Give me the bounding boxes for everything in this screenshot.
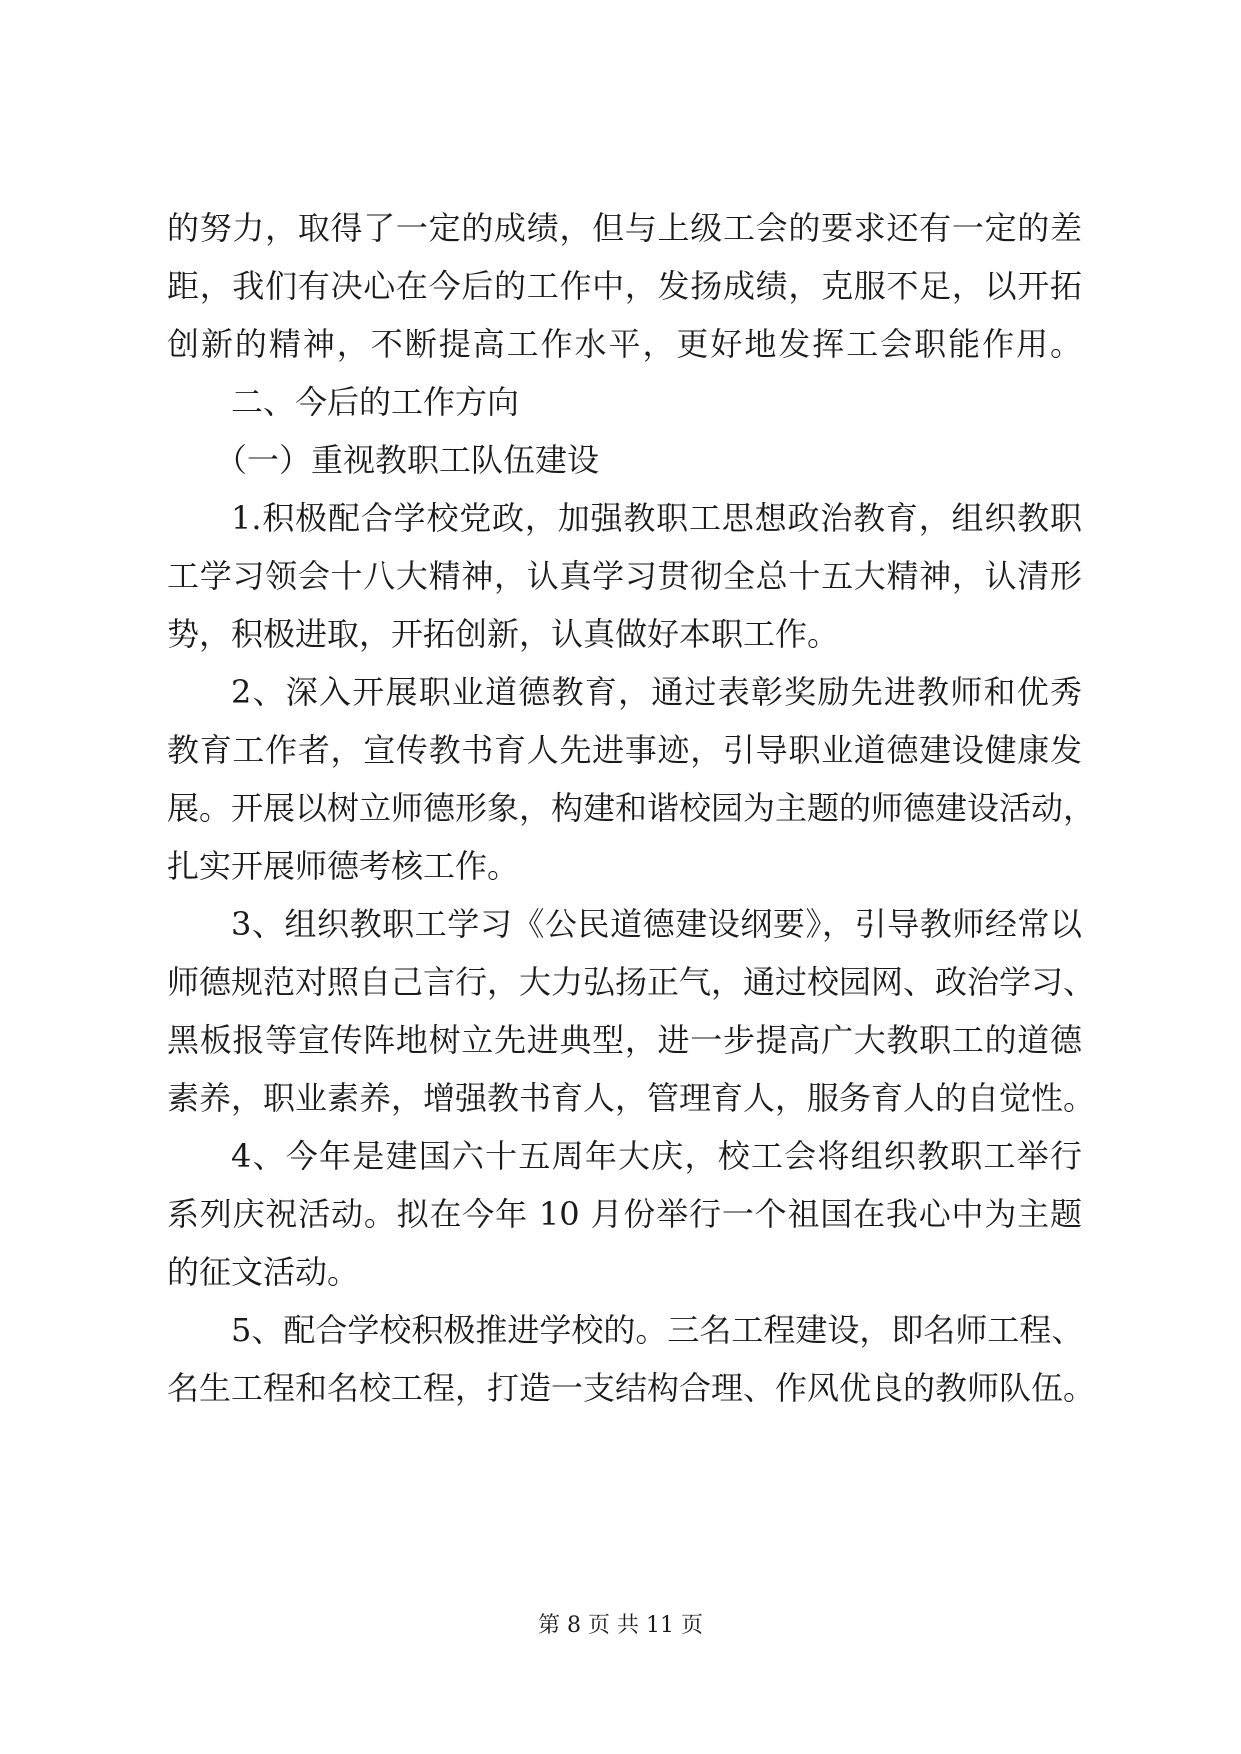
paragraph-line: 黑板报等宣传阵地树立先进典型，进一步提高广大教职工的道德 <box>167 1021 1082 1059</box>
paragraph-line: 展。开展以树立师德形象，构建和谐校园为主题的师德建设活动， <box>167 789 1096 827</box>
paragraph-line: 5、配合学校积极推进学校的。三名工程建设，即名师工程、 <box>231 1311 1084 1349</box>
paragraph-line: 的努力，取得了一定的成绩，但与上级工会的要求还有一定的差 <box>167 209 1082 247</box>
page-number-footer: 第 8 页 共 11 页 <box>538 1613 703 1638</box>
paragraph-line: 距，我们有决心在今后的工作中，发扬成绩，克服不足，以开拓 <box>167 267 1082 305</box>
paragraph-line: 名生工程和名校工程，打造一支结构合理、作风优良的教师队伍。 <box>167 1369 1096 1407</box>
section-heading: 二、今后的工作方向 <box>231 383 520 421</box>
paragraph-line: 工学习领会十八大精神，认真学习贯彻全总十五大精神，认清形 <box>167 557 1082 595</box>
paragraph-line: 1.积极配合学校党政，加强教职工思想政治教育，组织教职 <box>231 499 1082 537</box>
paragraph-line: 师德规范对照自己言行，大力弘扬正气，通过校园网、政治学习、 <box>167 963 1096 1001</box>
paragraph-line: 的征文活动。 <box>167 1253 360 1291</box>
paragraph-line: 3、组织教职工学习《公民道德建设纲要》，引导教师经常以 <box>231 905 1082 943</box>
paragraph-line: 4、今年是建国六十五周年大庆，校工会将组织教职工举行 <box>231 1137 1082 1175</box>
paragraph-line: 2、深入开展职业道德教育，通过表彰奖励先进教师和优秀 <box>231 673 1082 711</box>
paragraph-line: 教育工作者，宣传教书育人先进事迹，引导职业道德建设健康发 <box>167 731 1082 769</box>
subsection-heading: （一）重视教职工队伍建设 <box>215 441 600 479</box>
paragraph-line: 扎实开展师德考核工作。 <box>167 847 520 885</box>
paragraph-line: 系列庆祝活动。拟在今年 10 月份举行一个祖国在我心中为主题 <box>167 1195 1082 1233</box>
paragraph-line: 创新的精神，不断提高工作水平，更好地发挥工会职能作用。 <box>167 325 1082 363</box>
paragraph-line: 势，积极进取，开拓创新，认真做好本职工作。 <box>167 615 840 653</box>
paragraph-line: 素养，职业素养，增强教书育人，管理育人，服务育人的自觉性。 <box>167 1079 1096 1117</box>
